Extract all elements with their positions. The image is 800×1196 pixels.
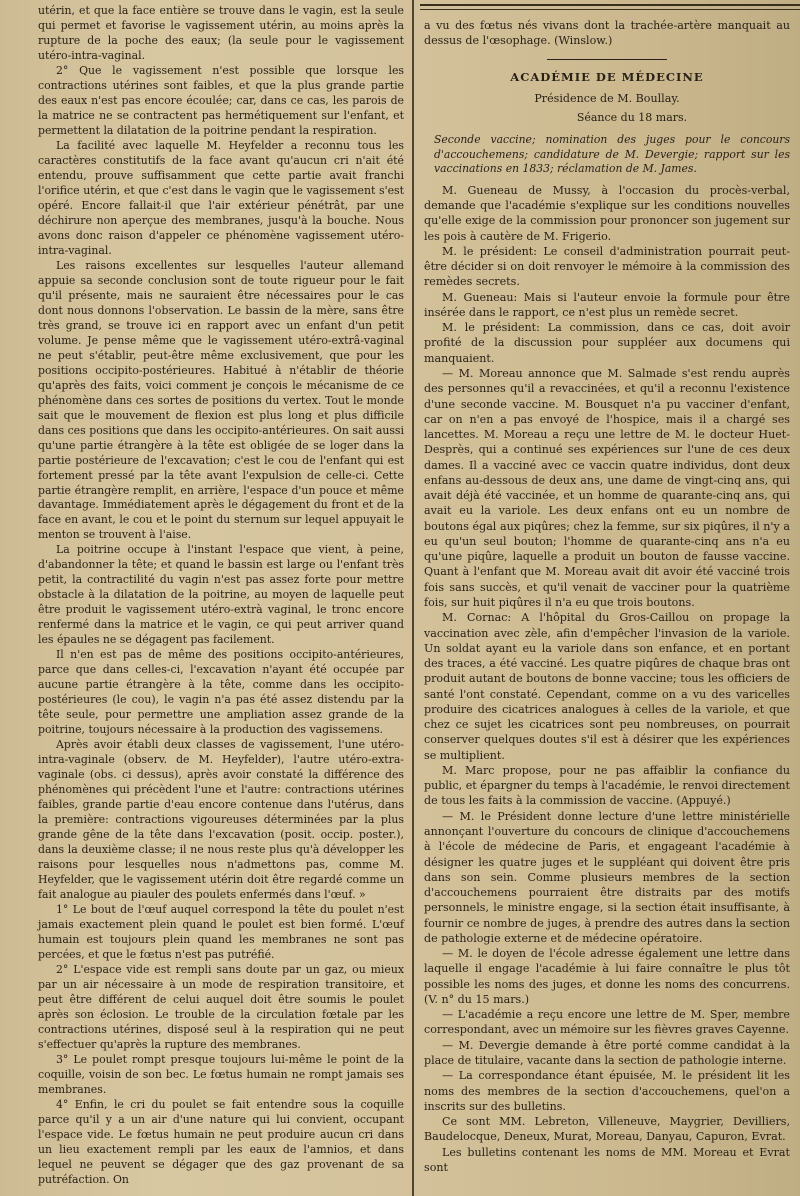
left-paragraph: 3° Le poulet rompt presque toujours lui-même le point de la coquille, voisin de son bec. Le fœtus humain ne rompt jamais ses membranes. bbox=[38, 1052, 404, 1096]
right-paragraph: — L'académie a reçu encore une lettre de M. Sper, membre correspondant, avec un mémoire sur les fièvres graves Cayenne. bbox=[424, 1008, 790, 1037]
left-paragraph: 4° Enfin, le cri du poulet se fait entendre sous la coquille parce qu'il y a un air d'une nature qui lui convient, occupant l'espace vide. Le fœtus humain ne peut produire aucun cri dans un lieu exactement rempli par les eaux de l'amnios, et dans lequel ne peuvent se dégager que des gaz provenant de sa putréfaction. On bbox=[38, 1097, 404, 1186]
section-heading: ACADÉMIE DE MÉDECINE bbox=[510, 69, 704, 84]
left-paragraph: utérin, et que la face entière se trouve dans le vagin, est la seule qui permet et favorise le vagissement utérin, au moins après la rupture de la poche des eaux; (la seule pour le vagissement utéro-intra-vaginal. bbox=[38, 4, 404, 62]
seance-date: Séance du 18 mars. bbox=[576, 111, 688, 125]
right-paragraph: M. Gueneau: Mais si l'auteur envoie la formule pour être insérée dans le rapport, ce n'est plus un remède secret. bbox=[424, 290, 790, 319]
top-rule bbox=[420, 4, 800, 10]
right-paragraph: — M. Moreau annonce que M. Salmade s'est rendu auprès des personnes qu'il a revaccinées, et qu'il a reconnu l'existence d'une seconde vaccine. M. Bousquet n'a pu vacciner d'enfant, car on n'en a pas envoyé de l'hospice, mais il a chargé ses lancettes. M. Moreau a reçu une lettre de M. le docteur Huet-Desprès, qui a continué ses expériences sur l'une de ces deux dames. Il a vacciné avec ce vaccin quatre individus, dont deux enfans au-dessous de deux ans, une dame de vingt-cinq ans, qui avait déjà été vaccinée, et un homme de quarante-cinq ans, qui avait eu la variole. Les deux enfans ont eu un nombre de boutons égal aux piqûres; chez la femme, sur six piqûres, il n'y a eu qu'un seul bouton; l'homme de quarante-cinq ans n'a eu qu'une piqûre, laquelle a produit un bouton de fausse vaccine. Quant à l'enfant que M. Moreau avait dit avoir été vacciné trois fois sans succès, et qu'il venait de vacciner pour la quatrième fois, sur huit piqûres il n'a eu que trois boutons. bbox=[424, 367, 790, 609]
presidence-line: Présidence de M. Boullay. bbox=[534, 91, 680, 105]
right-intro: a vu des fœtus nés vivans dont la trachée-artère manquait au dessus de l'œsophage. (Winslow.) bbox=[424, 19, 790, 48]
right-paragraph: M. le président: La commission, dans ce cas, doit avoir profité de la discussion pour suppléer aux documens qui manquaient. bbox=[424, 321, 790, 365]
right-paragraph: M. Cornac: A l'hôpital du Gros-Caillou on propage la vaccination avec zèle, afin d'empêcher l'invasion de la variole. Un soldat ayant eu la variole dans son enfance, et en portant des traces, a été vacciné. Les quatre piqûres de chaque bras ont produit autant de boutons de bonne vaccine; tous les officiers de santé l'ont constaté. Cependant, comme on a vu des varicelles produire des cicatrices analogues à celles de la variole, et que chez ce sujet les cicatrices sont peu nombreuses, on pourrait conserver quelques doutes s'il est à désirer que les expériences se multiplient. bbox=[424, 611, 790, 762]
left-paragraph: Après avoir établi deux classes de vagissement, l'une utéro-intra-vaginale (observ. de M. Heyfelder), l'autre utéro-extra-vaginale (obs. ci dessus), après avoir constaté la différence des phénomènes qui précèdent l'une et l'autre: contractions utérines faibles, grande partie d'eau encore contenue dans l'utérus, dans la première: contractions vigoureuses déterminées par la plus grande gêne de la tête dans l'excavation (posit. occip. poster.), dans la deuxième classe; il ne nous reste plus qu'à développer les raisons pour lesquelles nous n'admettons pas, comme M. Heyfelder, que le vagissement utérin doit être regardé comme un fait analogue au piauler des poulets enfermés dans l'œuf. » bbox=[38, 738, 404, 902]
right-paragraph: — La correspondance étant épuisée, M. le président lit les noms des membres de la section d'accouchemens, quel'on a inscrits sur des bulletins. bbox=[424, 1069, 790, 1113]
left-paragraph: Les raisons excellentes sur lesquelles l'auteur allemand appuie sa seconde conclusion sont de toute rigueur pour le fait qu'il présente, mais ne sauraient être nécessaires pour le cas dont nous donnons l'observation. Le bassin de la mère, sans être très grand, se trouve ici en rapport avec un enfant d'un petit volume. Je pense même que le vagissement utéro-extrâ-vaginal ne peut s'établir, peut-être même exclusivement, que pour les positions occipito-postérieures. Habitué à n'établir de théorie qu'après des faits, voici comment je conçois le mécanisme de ce phénomène dans ces sortes de positions du vertex. Tout le monde sait que le mouvement de flexion est plus long et plus difficile dans ces positions que dans les occipito-antérieures. On sait aussi qu'une partie étrangère à la tête est obligée de se loger dans la partie postérieure de l'excavation; c'est le cou de l'enfant qui est fortement pressé par la tête avant l'expulsion de celle-ci. Cette partie étrangère remplit, en arrière, l'espace d'un pouce et même davantage. Immédiatement après le dégagement du front et de la face en avant, le cou et le point du sternum sur lequel appuyait le menton se trouvent à l'aise. bbox=[38, 258, 404, 542]
right-paragraph: Ce sont MM. Lebreton, Villeneuve, Maygrier, Devilliers, Baudelocque, Deneux, Murat, Moreau, Danyau, Capuron, Evrat. bbox=[424, 1115, 790, 1144]
right-paragraph: M. le président: Le conseil d'administration pourrait peut-être décider si on doit renvoyer le mémoire à la commission des remèdes secrets. bbox=[424, 244, 790, 289]
right-paragraph: — M. le Président donne lecture d'une lettre ministérielle annonçant l'ouverture du concours de clinique d'accouchemens à l'école de médecine de Paris, et engageant l'académie à désigner les quatre juges et le suppléant qui doivent être pris dans son sein. Comme plusieurs membres de la section d'accouchemens pourraient être distraits par des motifs personnels, le ministre engage, si la section était insuffisante, à fournir ce nombre de juges, à prendre des autres dans la section de pathologie externe et de médecine opératoire. bbox=[424, 809, 790, 945]
right-paragraph: — M. le doyen de l'école adresse également une lettre dans laquelle il engage l'académie à lui faire connaître le plus tôt possible les noms des juges, et donne les noms des concurrens. (V. n° du 15 mars.) bbox=[424, 947, 790, 1006]
right-paragraph: — M. Devergie demande à être porté comme candidat à la place de titulaire, vacante dans la section de pathologie interne. bbox=[424, 1038, 790, 1067]
section-rule bbox=[547, 59, 667, 60]
left-paragraph: Il n'en est pas de même des positions occipito-antérieures, parce que dans celles-ci, l'excavation n'ayant été occupée par aucune partie étrangère à la tête, comme dans les occipito-postérieures (le cou), le vagin n'a pas été assez distendu par la tête seule, pour permettre une ampliation assez grande de la poitrine, toujours nécessaire à la production des vagissemens. bbox=[38, 648, 404, 737]
left-paragraph: 2° L'espace vide est rempli sans doute par un gaz, ou mieux par un air nécessaire à un mode de respiration transitoire, et peut être différent de celui auquel doit être soumis le poulet après son éclosion. Le trouble de la circulation fœtale par les contractions utérines, disposé seul à la respiration qui ne peut s'effectuer qu'après la rupture des membranes. bbox=[38, 963, 404, 1051]
right-column bbox=[424, 18, 790, 1175]
left-paragraph: La facilité avec laquelle M. Heyfelder a reconnu tous les caractères constitutifs de la face avant qu'aucun cri n'ait été entendu, prouve suffisamment que cette partie avait franchi l'orifice utérin, et que c'est dans le vagin que le vagissement s'est opéré. Encore fallait-il que l'air extérieur pénétrât, par une déchirure non aperçue des membranes, jusqu'à la bouche. Nous avons donc raison d'appeler ce phénomène vagissement utéro-intra-vaginal. bbox=[38, 138, 404, 257]
right-paragraph: M. Marc propose, pour ne pas affaiblir la confiance du public, et épargner du temps à l'académie, le renvoi directement de tous les faits à la commission de vaccine. (Appuyé.) bbox=[424, 763, 790, 808]
column-divider bbox=[412, 0, 414, 1196]
left-paragraph: La poitrine occupe à l'instant l'espace que vient, à peine, d'abandonner la tête; et quand le bassin est large ou l'enfant très petit, la contractilité du vagin n'est pas assez forte pour mettre obstacle à la dilatation de la poitrine, au moyen de laquelle peut être produit le vagissement utéro-extrà vaginal, le tronc encore renfermé dans la matrice et le vagin, ce qui peut arriver quand les épaules ne se dégagent pas facilement. bbox=[38, 543, 404, 647]
left-paragraph: 1° Le bout de l'œuf auquel correspond la tête du poulet n'est jamais exactement plein quand le poulet est bien formé. L'œuf humain est toujours plein quand les membranes ne sont pas percées, et que le fœtus n'est pas putréfié. bbox=[38, 903, 404, 962]
left-paragraph: 2° Que le vagissement n'est possible que lorsque les contractions utérines sont faibles, et que la plus grande partie des eaux n'est pas encore écoulée; car, dans ce cas, les parois de la matrice ne se contractent pas hermétiquement sur l'enfant, et permettent la dilatation de la poitrine pendant la respiration. bbox=[38, 63, 404, 137]
right-paragraph: Les bulletins contenant les noms de MM. Moreau et Evrat sont bbox=[424, 1145, 790, 1174]
session-summary: Seconde vaccine; nomination des juges pour le concours d'accouchemens; candidature de M. Devergie; rapport sur les vaccinations en 1833; réclamation de M. James. bbox=[434, 133, 790, 176]
right-paragraph: M. Gueneau de Mussy, à l'occasion du procès-verbal, demande que l'académie s'explique sur les conditions nouvelles qu'elle exige de la commission pour prononcer son jugement sur les pois à cautère de M. Frigerio. bbox=[424, 183, 790, 243]
left-column bbox=[38, 4, 404, 1188]
